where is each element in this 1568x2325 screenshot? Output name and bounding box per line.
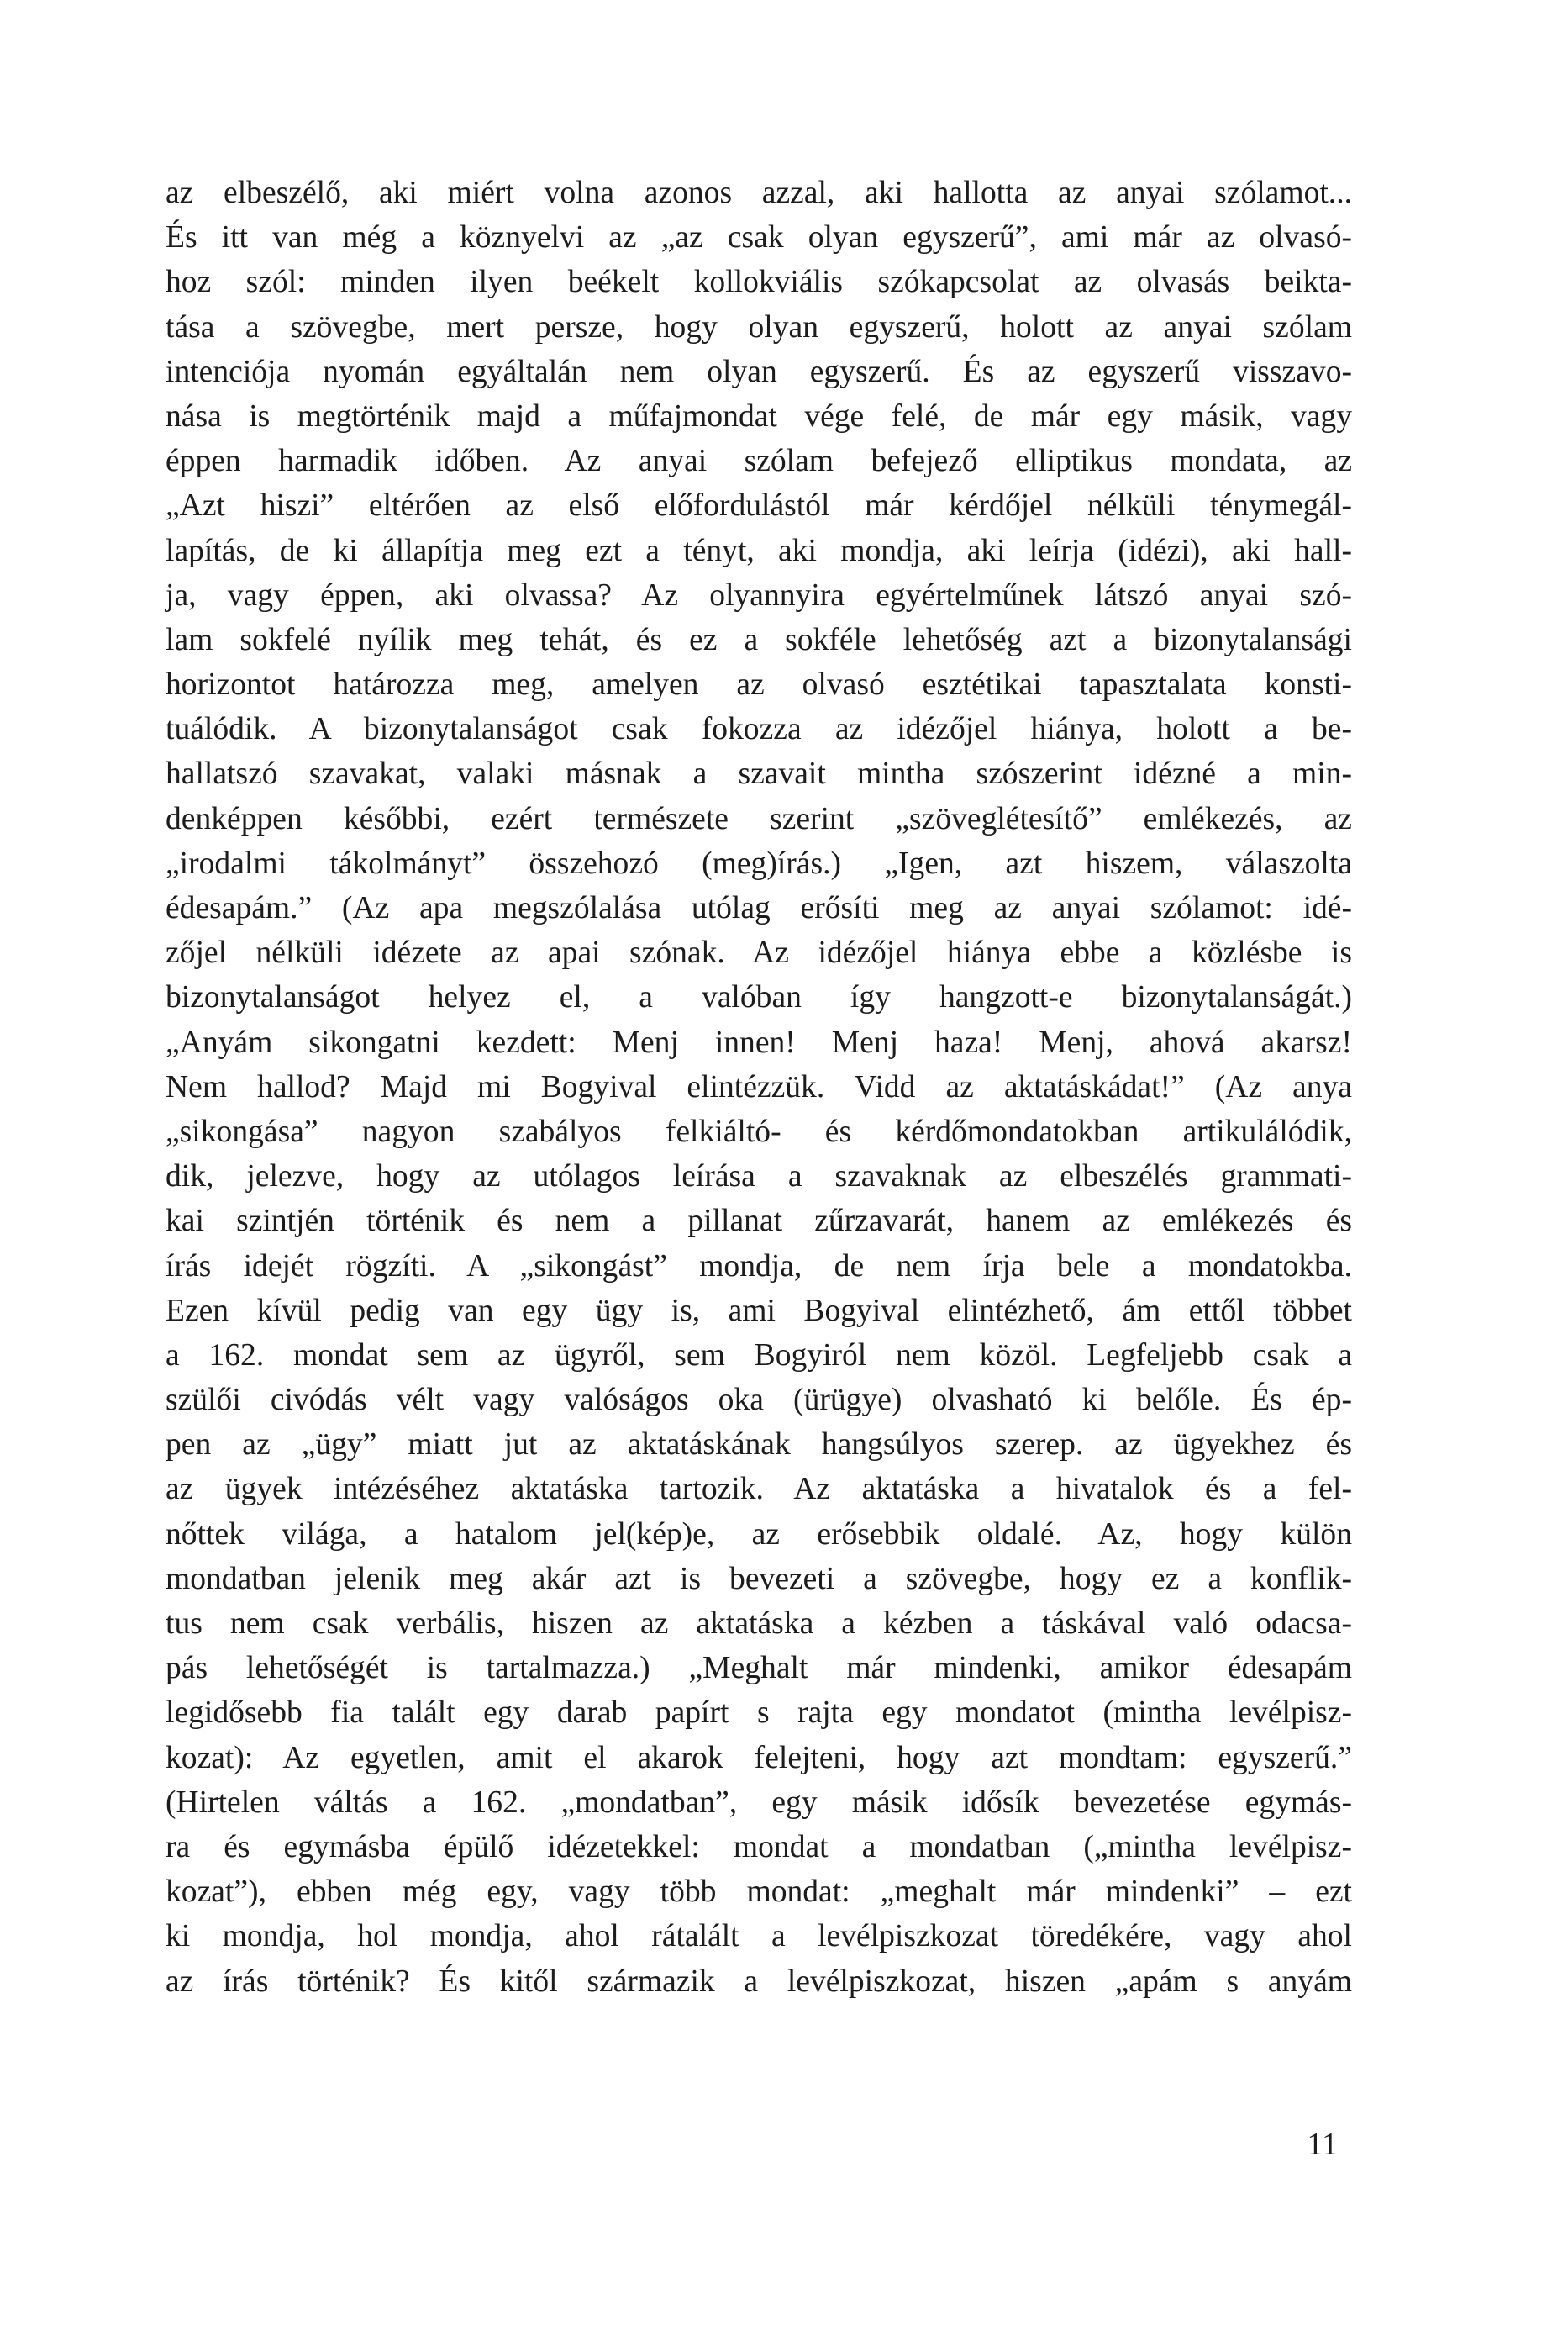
text-line: ra és egymásba épülő idézetekkel: mondat a mondatban („mintha levélpisz- — [166, 1829, 1352, 1864]
text-line: Nem hallod? Majd mi Bogyival elintézzük. Vidd az aktatáskádat!” (Az anya — [166, 1069, 1352, 1105]
text-line: lam sokfelé nyílik meg tehát, és ez a sokféle lehetőség azt a bizonytalansági — [166, 622, 1352, 657]
text-line: horizontot határozza meg, amelyen az olvasó esztétikai tapasztalata konsti- — [166, 667, 1352, 703]
text-line: kozat): Az egyetlen, amit el akarok felejteni, hogy azt mondtam: egyszerű.” — [166, 1740, 1352, 1775]
text-line: édesapám.” (Az apa megszólalása utólag erősíti meg az anyai szólamot: idé- — [166, 891, 1352, 925]
text-line: az ügyek intézéséhez aktatáska tartozik. Az aktatáska a hivatalok és a fel- — [166, 1472, 1352, 1507]
text-line: bizonytalanságot helyez el, a valóban így hangzott-e bizonytalanságát.) — [166, 980, 1352, 1015]
text-line: „Anyám sikongatni kezdett: Menj innen! Menj haza! Menj, ahová akarsz! — [166, 1025, 1352, 1060]
text-line: (Hirtelen váltás a 162. „mondatban”, egy másik idősík bevezetése egymás- — [166, 1785, 1352, 1820]
body-text — [166, 171, 1352, 2004]
text-line: tása a szövegbe, mert persze, hogy olyan egyszerű, holott az anyai szólam — [166, 309, 1352, 345]
text-line: éppen harmadik időben. Az anyai szólam befejező elliptikus mondata, az — [166, 444, 1352, 479]
text-line: hallatszó szavakat, valaki másnak a szavait mintha szószerint idézné a min- — [166, 757, 1352, 792]
text-line: mondatban jelenik meg akár azt is bevezeti a szövegbe, hogy ez a konflik- — [166, 1561, 1352, 1596]
text-line: nőttek világa, a hatalom jel(kép)e, az erősebbik oldalé. Az, hogy külön — [166, 1516, 1352, 1552]
text-line: Ezen kívül pedig van egy ügy is, ami Bogyival elintézhető, ám ettől többet — [166, 1293, 1352, 1328]
page-number: 11 — [1307, 2127, 1338, 2162]
text-line: az elbeszélő, aki miért volna azonos azzal, aki hallotta az anyai szólamot... — [166, 176, 1352, 210]
text-line: a 162. mondat sem az ügyről, sem Bogyiról nem közöl. Legfeljebb csak a — [166, 1337, 1352, 1373]
text-line: lapítás, de ki állapítja meg ezt a tényt, aki mondja, aki leírja (idézi), aki hall- — [166, 533, 1352, 568]
text-line: „irodalmi tákolmányt” összehozó (meg)írás.) „Igen, azt hiszem, válaszolta — [166, 846, 1352, 881]
text-line: tus nem csak verbális, hiszen az aktatáska a kézben a táskával való odacsa- — [166, 1606, 1352, 1641]
text-line: pen az „ügy” miatt jut az aktatáskának hangsúlyos szerep. az ügyekhez és — [166, 1427, 1352, 1463]
text-line: tuálódik. A bizonytalanságot csak fokozza az idézőjel hiánya, holott a be- — [166, 712, 1352, 747]
text-line: „sikongása” nagyon szabályos felkiáltó- és kérdőmondatokban artikulálódik, — [166, 1114, 1352, 1149]
text-line: denképpen későbbi, ezért természete szerint „szöveglétesítő” emlékezés, az — [166, 801, 1352, 836]
text-line: zőjel nélküli idézete az apai szónak. Az idézőjel hiánya ebbe a közlésbe is — [166, 936, 1352, 971]
text-line: dik, jelezve, hogy az utólagos leírása a szavaknak az elbeszélés grammati- — [166, 1159, 1352, 1194]
text-line: hoz szól: minden ilyen beékelt kollokviális szókapcsolat az olvasás beikta- — [166, 265, 1352, 300]
text-line: nása is megtörténik majd a műfajmondat vége felé, de már egy másik, vagy — [166, 398, 1352, 434]
text-line: szülői civódás vélt vagy valóságos oka (ürügye) olvasható ki belőle. És ép- — [166, 1383, 1352, 1418]
text-line: az írás történik? És kitől származik a levélpiszkozat, hiszen „apám s anyám — [166, 1964, 1352, 1999]
text-line: „Azt hiszi” eltérően az első előfordulástól már kérdőjel nélküli ténymegál- — [166, 488, 1352, 524]
text-line: intenciója nyomán egyáltalán nem olyan egyszerű. És az egyszerű visszavo- — [166, 354, 1352, 389]
text-line: legidősebb fia talált egy darab papírt s rajta egy mondatot (mintha levélpisz- — [166, 1695, 1352, 1731]
text-line: írás idejét rögzíti. A „sikongást” mondja, de nem írja bele a mondatokba. — [166, 1248, 1352, 1284]
text-line: kozat”), ebben még egy, vagy több mondat: „meghalt már mindenki” – ezt — [166, 1874, 1352, 1910]
text-line: pás lehetőségét is tartalmazza.) „Meghalt már mindenki, amikor édesapám — [166, 1651, 1352, 1686]
text-line: És itt van még a köznyelvi az „az csak olyan egyszerű”, ami már az olvasó- — [166, 220, 1352, 256]
text-line: ki mondja, hol mondja, ahol rátalált a levélpiszkozat töredékére, vagy ahol — [166, 1919, 1352, 1954]
text-line: ja, vagy éppen, aki olvassa? Az olyannyira egyértelműnek látszó anyai szó- — [166, 577, 1352, 613]
text-line: kai szintjén történik és nem a pillanat zűrzavarát, hanem az emlékezés és — [166, 1204, 1352, 1239]
